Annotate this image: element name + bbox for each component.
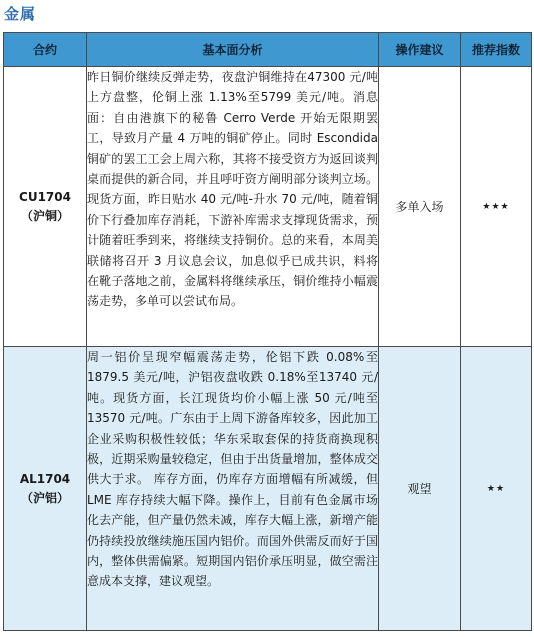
contract-code: CU1704 [19,189,71,204]
section-title: 金属 [4,5,37,23]
header-advice: 操作建议 [379,33,461,67]
contract-code: AL1704 [19,471,71,486]
table-header-row [4,33,532,67]
header-analysis: 基本面分析 [87,33,379,67]
contract-cell [4,67,87,347]
advice-text: 观望 [379,347,461,631]
table-row [4,67,532,347]
rating-stars: ★★★ [461,67,532,347]
header-contract: 合约 [4,33,87,67]
contract-cell [4,347,87,631]
contract-name: （沪铝） [20,490,69,505]
rating-stars: ★★ [461,347,532,631]
table-row [4,347,532,631]
analysis-text: 昨日铜价继续反弹走势，夜盘沪铜维持在47300 元/吨上方盘整，伦铜上涨 1.13%至5799 美元/吨。消息面：自由港旗下的秘鲁 Cerro Verde 开始无限期罢工，导致月产量 4 万吨的铜矿停止。同时 Escondida 铜矿的罢工工会上周六称，其将不接受资方为返回谈判桌而提供的新合同，并且呼吁资方阐明部分谈判立场。现货方面，昨日贴水 40 元/吨-升水 70 元/吨，随着铜价下行叠加库存消耗，下游补库需求支撑现货需求，预计随着旺季到来，将继续支持铜价。总的来看，本周美联储将召开 3 月议息会议，加息似乎已成共识，料将在靴子落地之前，金属料将继续承压，铜价维持小幅震荡走势，多单可以尝试布局。 [87,67,379,347]
advice-text: 多单入场 [379,67,461,347]
metals-analysis-table [3,32,532,631]
header-rating: 推荐指数 [461,33,532,67]
contract-name: （沪铜） [20,208,69,223]
analysis-text: 周一铝价呈现窄幅震荡走势，伦铝下跌 0.08%至 1879.5 美元/吨，沪铝夜盘收跌 0.18%至13740 元/吨。现货方面，长江现货均价小幅上涨 50 元/吨至 13570 元/吨。广东由于上周下游备库较多，因此加工企业采购积极性较低；华东采取套保的持货商换现积极，近期采购量较稳定，但由于出货量增加，整体成交供大于求。 库存方面，仍库存方面增幅有所减缓，但LME 库存持续大幅下降。操作上，目前有色金属市场化去产能，但产量仍然未减，库存大幅上涨，新增产能仍持续投放继续施压国内铝价。而国外供需反而好于国内，整体供需偏紧。短期国内铝价承压明显，做空需注意成本支撑，建议观望。 [87,347,379,631]
